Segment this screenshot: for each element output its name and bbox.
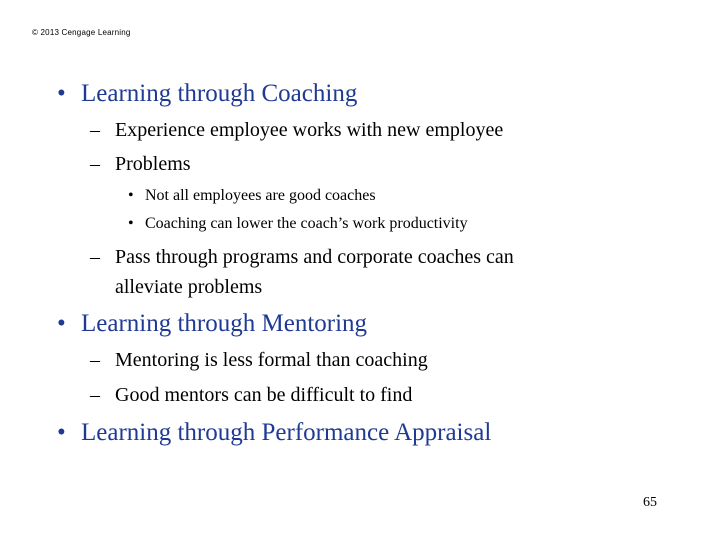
page-number: 65 [643, 495, 657, 510]
item-text: Experience employee works with new employee [115, 119, 504, 141]
sub-item-text: Not all employees are good coaches [145, 187, 376, 204]
copyright-notice: © 2013 Cengage Learning [32, 28, 131, 37]
dash-marker: – [90, 384, 100, 406]
bullet-marker: • [128, 215, 134, 232]
bullet-marker: • [57, 310, 66, 337]
dash-marker: – [90, 246, 100, 268]
bullet-marker: • [57, 419, 66, 446]
item-text-line1: Pass through programs and corporate coaches can [115, 246, 514, 268]
bullet-marker: • [57, 80, 66, 107]
dash-marker: – [90, 153, 100, 175]
item-text: Good mentors can be difficult to find [115, 384, 413, 406]
item-text: Mentoring is less formal than coaching [115, 349, 428, 371]
heading-mentoring: Learning through Mentoring [81, 310, 368, 337]
dash-marker: – [90, 349, 100, 371]
dash-marker: – [90, 119, 100, 141]
heading-performance-appraisal: Learning through Performance Appraisal [81, 419, 492, 446]
heading-coaching: Learning through Coaching [81, 80, 358, 107]
list-item-pass-through-continued [115, 276, 262, 299]
item-text-line2: alleviate problems [115, 276, 263, 298]
sub-item-text: Coaching can lower the coach’s work productivity [145, 215, 468, 232]
item-text: Problems [115, 153, 191, 175]
bullet-marker: • [128, 187, 134, 204]
